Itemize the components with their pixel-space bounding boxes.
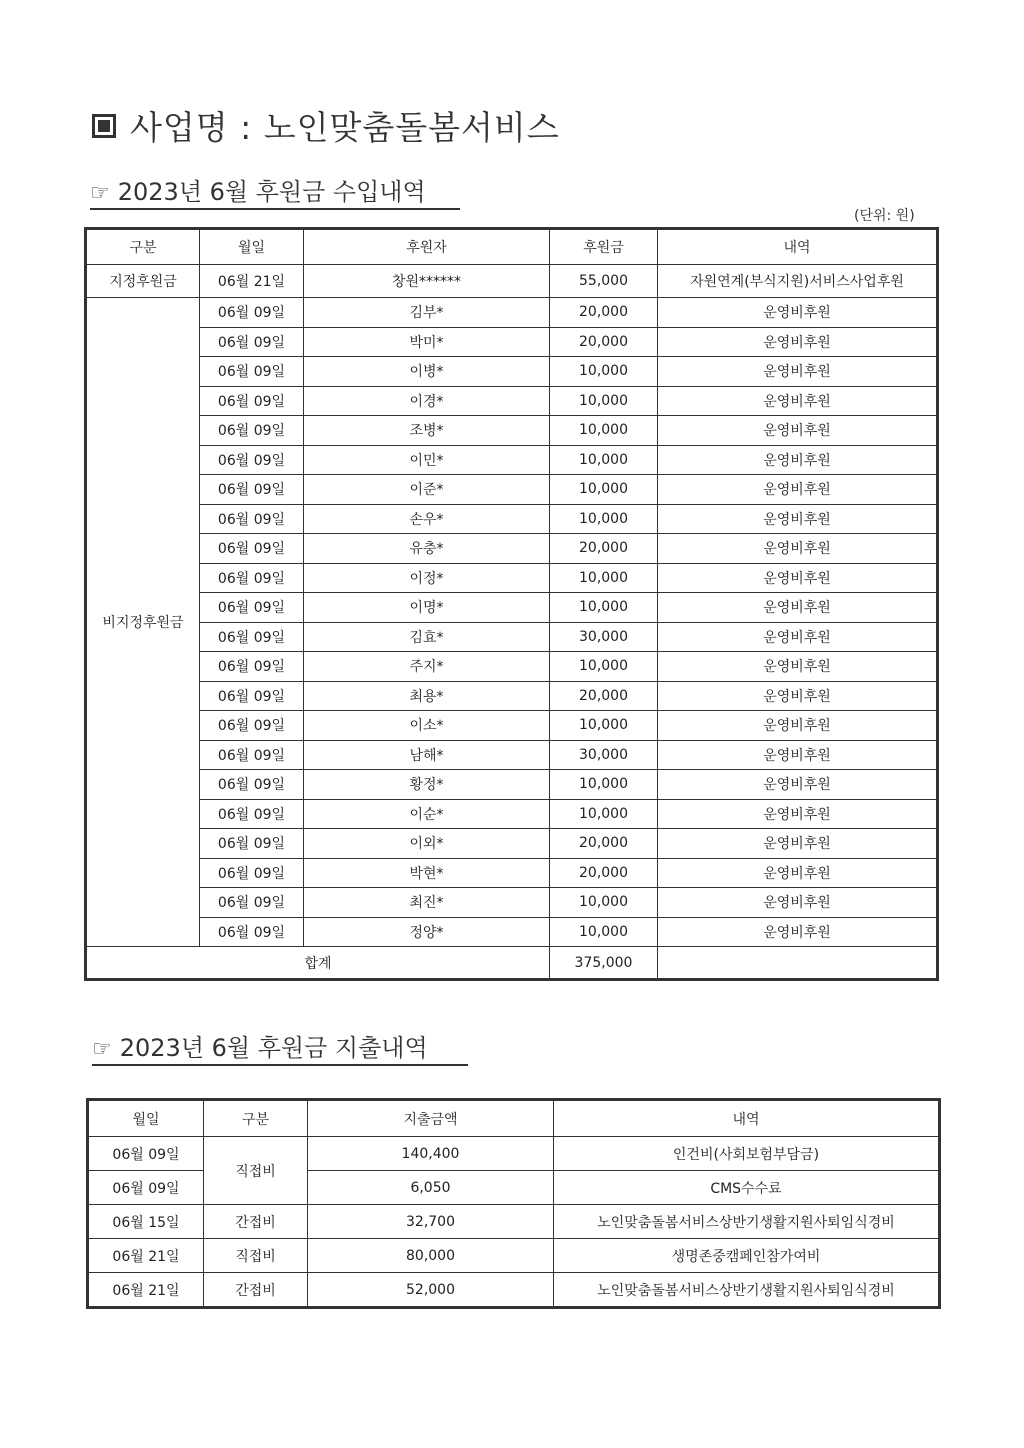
date-cell: 06월 09일 <box>200 593 304 623</box>
income-header-row <box>86 229 938 265</box>
income-table <box>84 227 939 981</box>
amount-cell: 10,000 <box>550 652 658 682</box>
donor-cell: 최진* <box>304 888 550 918</box>
date-cell: 06월 09일 <box>200 386 304 416</box>
table-row <box>86 504 938 534</box>
table-row <box>86 799 938 829</box>
amount-cell: 20,000 <box>550 858 658 888</box>
table-row <box>86 711 938 741</box>
amount-cell: 140,400 <box>308 1137 554 1171</box>
table-row <box>88 1205 940 1239</box>
donor-cell: 이민* <box>304 445 550 475</box>
table-row <box>86 652 938 682</box>
category-cell: 직접비 <box>204 1137 308 1205</box>
amount-cell: 10,000 <box>550 357 658 387</box>
category-cell: 지정후원금 <box>86 265 200 298</box>
detail-cell: 생명존중캠페인참가여비 <box>554 1239 940 1273</box>
donor-cell: 이소* <box>304 711 550 741</box>
table-row <box>86 416 938 446</box>
detail-cell: 운영비후원 <box>658 386 938 416</box>
detail-cell: 운영비후원 <box>658 563 938 593</box>
amount-cell: 20,000 <box>550 829 658 859</box>
detail-cell: 운영비후원 <box>658 770 938 800</box>
amount-cell: 20,000 <box>550 327 658 357</box>
header-category: 구분 <box>86 229 200 265</box>
date-cell: 06월 21일 <box>88 1239 204 1273</box>
amount-cell: 20,000 <box>550 681 658 711</box>
donor-cell: 황정* <box>304 770 550 800</box>
detail-cell: 운영비후원 <box>658 829 938 859</box>
detail-cell: 운영비후원 <box>658 711 938 741</box>
amount-cell: 10,000 <box>550 386 658 416</box>
detail-cell: 운영비후원 <box>658 858 938 888</box>
donor-cell: 김부* <box>304 298 550 328</box>
expense-header-row <box>88 1100 940 1137</box>
pointing-hand-icon: ☞ <box>92 1037 112 1062</box>
amount-cell: 10,000 <box>550 917 658 947</box>
header-date: 월일 <box>88 1100 204 1137</box>
detail-cell: 운영비후원 <box>658 327 938 357</box>
date-cell: 06월 09일 <box>88 1171 204 1205</box>
amount-cell: 20,000 <box>550 534 658 564</box>
expense-table <box>86 1098 941 1309</box>
table-row <box>86 622 938 652</box>
detail-cell: 운영비후원 <box>658 917 938 947</box>
amount-cell: 10,000 <box>550 445 658 475</box>
table-row <box>86 534 938 564</box>
detail-cell: 운영비후원 <box>658 888 938 918</box>
pointing-hand-icon: ☞ <box>90 181 110 206</box>
table-row <box>86 770 938 800</box>
total-detail-empty <box>658 947 938 980</box>
amount-cell: 80,000 <box>308 1239 554 1273</box>
donor-cell: 최용* <box>304 681 550 711</box>
expense-heading-text: 2023년 6월 후원금 지출내역 <box>119 1034 428 1062</box>
date-cell: 06월 09일 <box>200 799 304 829</box>
amount-cell: 10,000 <box>550 563 658 593</box>
detail-cell: 운영비후원 <box>658 799 938 829</box>
table-row <box>86 386 938 416</box>
total-amount: 375,000 <box>550 947 658 980</box>
amount-cell: 10,000 <box>550 770 658 800</box>
amount-cell: 55,000 <box>550 265 658 298</box>
amount-cell: 6,050 <box>308 1171 554 1205</box>
table-row <box>86 593 938 623</box>
donor-cell: 유충* <box>304 534 550 564</box>
donor-cell: 남해* <box>304 740 550 770</box>
header-category: 구분 <box>204 1100 308 1137</box>
donor-cell: 김효* <box>304 622 550 652</box>
amount-cell: 30,000 <box>550 740 658 770</box>
donor-cell: 손우* <box>304 504 550 534</box>
table-row <box>88 1239 940 1273</box>
category-cell: 간접비 <box>204 1205 308 1239</box>
amount-cell: 20,000 <box>550 298 658 328</box>
amount-cell: 10,000 <box>550 504 658 534</box>
amount-cell: 10,000 <box>550 799 658 829</box>
income-section-heading <box>90 172 460 210</box>
unit-label: (단위: 원) <box>854 208 915 224</box>
donor-cell: 이명* <box>304 593 550 623</box>
date-cell: 06월 09일 <box>200 622 304 652</box>
detail-cell: 운영비후원 <box>658 475 938 505</box>
detail-cell: 운영비후원 <box>658 681 938 711</box>
date-cell: 06월 09일 <box>200 770 304 800</box>
date-cell: 06월 09일 <box>200 740 304 770</box>
amount-cell: 10,000 <box>550 593 658 623</box>
detail-cell: 인건비(사회보험부담금) <box>554 1137 940 1171</box>
donor-cell: 이외* <box>304 829 550 859</box>
amount-cell: 32,700 <box>308 1205 554 1239</box>
date-cell: 06월 09일 <box>200 858 304 888</box>
category-cell: 비지정후원금 <box>86 298 200 947</box>
detail-cell: 운영비후원 <box>658 740 938 770</box>
donor-cell: 창원****** <box>304 265 550 298</box>
detail-cell: 노인맞춤돌봄서비스상반기생활지원사퇴임식경비 <box>554 1205 940 1239</box>
amount-cell: 52,000 <box>308 1273 554 1308</box>
header-amount: 후원금 <box>550 229 658 265</box>
date-cell: 06월 09일 <box>200 829 304 859</box>
donor-cell: 정양* <box>304 917 550 947</box>
donor-cell: 주지* <box>304 652 550 682</box>
amount-cell: 10,000 <box>550 416 658 446</box>
table-row <box>86 858 938 888</box>
date-cell: 06월 09일 <box>200 327 304 357</box>
amount-cell: 30,000 <box>550 622 658 652</box>
amount-cell: 10,000 <box>550 711 658 741</box>
detail-cell: 운영비후원 <box>658 445 938 475</box>
date-cell: 06월 09일 <box>200 445 304 475</box>
amount-cell: 10,000 <box>550 475 658 505</box>
header-donor: 후원자 <box>304 229 550 265</box>
table-row <box>86 327 938 357</box>
date-cell: 06월 09일 <box>200 504 304 534</box>
detail-cell: 운영비후원 <box>658 357 938 387</box>
donor-cell: 이순* <box>304 799 550 829</box>
header-date: 월일 <box>200 229 304 265</box>
square-bullet-icon <box>92 114 116 138</box>
income-heading-text: 2023년 6월 후원금 수입내역 <box>117 178 426 206</box>
header-detail: 내역 <box>658 229 938 265</box>
donor-cell: 박현* <box>304 858 550 888</box>
date-cell: 06월 09일 <box>200 917 304 947</box>
detail-cell: 운영비후원 <box>658 593 938 623</box>
detail-cell: 운영비후원 <box>658 298 938 328</box>
date-cell: 06월 09일 <box>200 534 304 564</box>
detail-cell: CMS수수료 <box>554 1171 940 1205</box>
table-row <box>86 917 938 947</box>
page-title-text: 사업명 : 노인맞춤돌봄서비스 <box>130 108 560 147</box>
table-row <box>86 563 938 593</box>
date-cell: 06월 09일 <box>200 563 304 593</box>
donor-cell: 이준* <box>304 475 550 505</box>
table-row <box>86 740 938 770</box>
table-row <box>86 445 938 475</box>
donor-cell: 이경* <box>304 386 550 416</box>
detail-cell: 운영비후원 <box>658 504 938 534</box>
date-cell: 06월 09일 <box>200 298 304 328</box>
table-row <box>86 357 938 387</box>
table-row <box>86 681 938 711</box>
page-title <box>92 102 560 149</box>
total-label: 합계 <box>86 947 550 980</box>
table-row <box>86 298 938 328</box>
header-detail: 내역 <box>554 1100 940 1137</box>
date-cell: 06월 21일 <box>88 1273 204 1308</box>
detail-cell: 운영비후원 <box>658 534 938 564</box>
donor-cell: 박미* <box>304 327 550 357</box>
table-row <box>88 1137 940 1171</box>
table-row <box>86 475 938 505</box>
table-row <box>86 888 938 918</box>
date-cell: 06월 15일 <box>88 1205 204 1239</box>
donor-cell: 이정* <box>304 563 550 593</box>
table-row <box>88 1273 940 1308</box>
date-cell: 06월 09일 <box>200 711 304 741</box>
detail-cell: 운영비후원 <box>658 652 938 682</box>
table-row <box>86 265 938 298</box>
header-amount: 지출금액 <box>308 1100 554 1137</box>
detail-cell: 자원연계(부식지원)서비스사업후원 <box>658 265 938 298</box>
table-row <box>86 829 938 859</box>
date-cell: 06월 09일 <box>200 681 304 711</box>
date-cell: 06월 09일 <box>200 357 304 387</box>
expense-section-heading <box>92 1028 468 1066</box>
amount-cell: 10,000 <box>550 888 658 918</box>
date-cell: 06월 09일 <box>200 416 304 446</box>
date-cell: 06월 21일 <box>200 265 304 298</box>
donor-cell: 이병* <box>304 357 550 387</box>
detail-cell: 운영비후원 <box>658 416 938 446</box>
category-cell: 간접비 <box>204 1273 308 1308</box>
total-row <box>86 947 938 980</box>
date-cell: 06월 09일 <box>200 475 304 505</box>
date-cell: 06월 09일 <box>88 1137 204 1171</box>
detail-cell: 노인맞춤돌봄서비스상반기생활지원사퇴임식경비 <box>554 1273 940 1308</box>
donor-cell: 조병* <box>304 416 550 446</box>
date-cell: 06월 09일 <box>200 888 304 918</box>
detail-cell: 운영비후원 <box>658 622 938 652</box>
date-cell: 06월 09일 <box>200 652 304 682</box>
category-cell: 직접비 <box>204 1239 308 1273</box>
